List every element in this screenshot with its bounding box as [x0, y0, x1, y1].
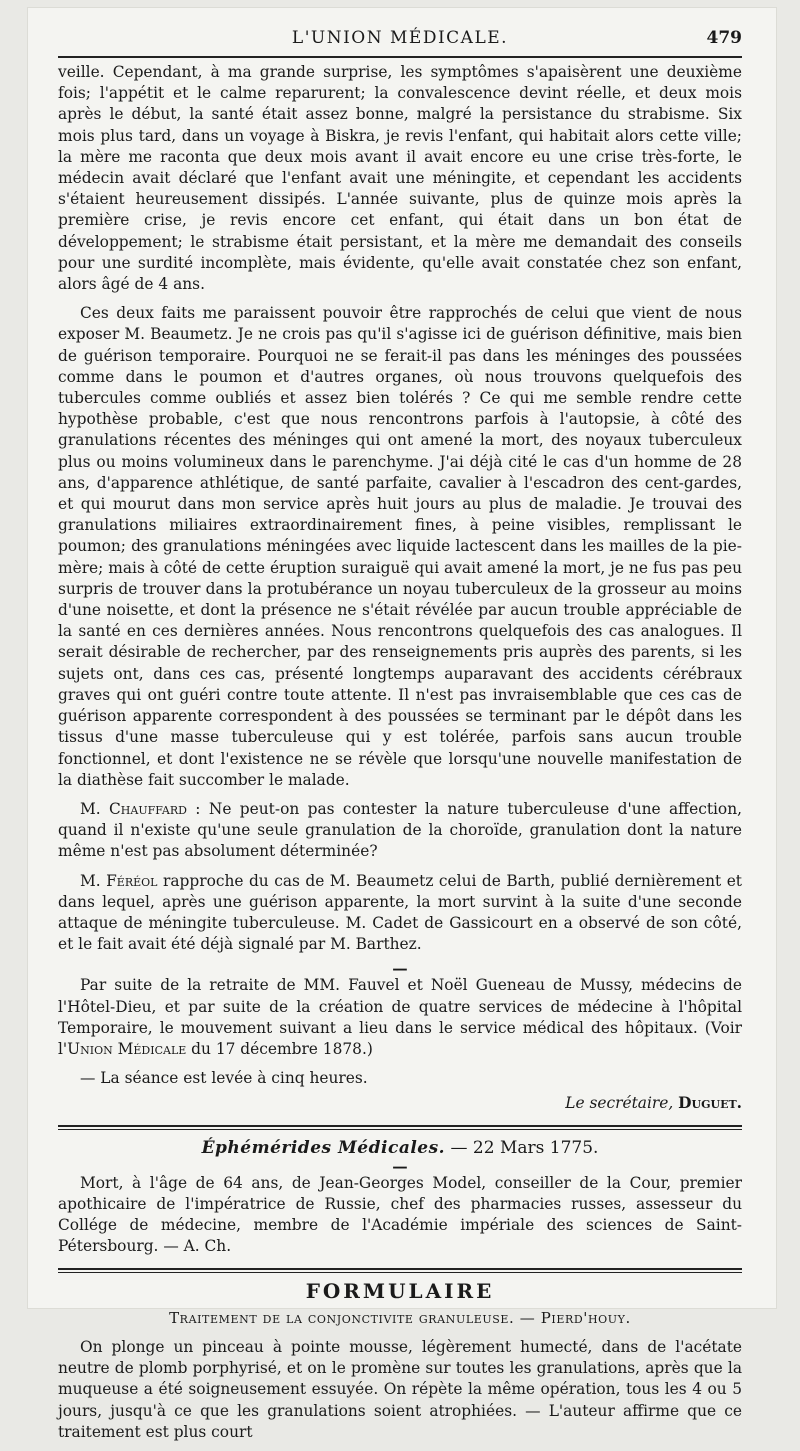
ephemerides-rule	[58, 1125, 742, 1130]
session-closing: — La séance est levée à cinq heures.	[80, 1069, 368, 1088]
ephemerides-date: — 22 Mars 1775.	[450, 1137, 599, 1158]
page-number: 479	[706, 28, 742, 48]
fereol-remark: rapproche du cas de M. Beaumetz celui de Barth, publié dernièrement et dans lequel, après une guérison apparente, la mort survint à la suite d'une seconde attaque de méningite tuberculeuse. M. Cadet de Gassicourt en a observé de son côté, et le fait avait été déjà signalé par M. Barthez.	[58, 871, 742, 954]
paragraph-hospital-changes	[58, 975, 742, 1060]
paragraph-chauffard	[58, 799, 742, 863]
paragraph-fereol	[58, 871, 742, 956]
hospital-changes-text: Par suite de la retraite de MM. Fauvel et Noël Gueneau de Mussy, médecins de l'Hôtel-Dieu, et par suite de la création de quatre services de médecine à l'hôpital Temporaire, le mouvement suivant a lieu dans le service médical des hôpitaux. (Voir l'	[58, 976, 742, 1058]
section-divider: —	[392, 960, 408, 979]
formulaire-title: FORMULAIRE	[305, 1278, 495, 1303]
hospital-changes-date: du 17 décembre 1878.)	[186, 1039, 373, 1058]
speaker-fereol: M. Féréol	[80, 871, 158, 890]
formulaire-text: On plonge un pinceau à pointe mousse, légèrement humecté, dans de l'acétate neutre de plomb porphyrisé, et on le promène sur toutes les granulations, après que la muqueuse a été soigneusement essuyée. On répète la même opération, tous les 4 ou 5 jours, jusqu'à ce que les granulations soient atrophiées. — L'auteur affirme que ce traitement est plus court	[58, 1337, 742, 1441]
ephemerides-text: Mort, à l'âge de 64 ans, de Jean-Georges Model, conseiller de la Cour, premier apothicaire de l'impératrice de Russie, chef des pharmacies russes, assesseur du Collége de médecine, membre de l'Académie impériale des sciences de Saint-Pétersbourg. — A. Ch.	[58, 1173, 742, 1256]
signature	[58, 1093, 742, 1114]
signature-role: Le secrétaire,	[565, 1094, 674, 1113]
signature-name: Duguet.	[678, 1094, 742, 1113]
page-content	[58, 28, 742, 1451]
chauffard-remark: Ne peut-on pas contester la nature tuberculeuse d'une affection, quand il n'existe qu'une seule granulation de la choroïde, granulation dont la nature même n'est pas absolument déterminée?	[58, 799, 743, 861]
ephemerides-divider: —	[392, 1157, 408, 1176]
header-rule	[58, 56, 742, 58]
journal-page	[28, 8, 776, 1441]
paragraph-discussion: Ces deux faits me paraissent pouvoir être rapprochés de celui que vient de nous exposer M. Beaumetz. Je ne crois pas qu'il s'agisse ici de guérison définitive, mais bien de guérison temporaire. Pourquoi ne se ferait-il pas dans les méninges des poussées comme dans le poumon et d'autres organes, où nous trouvons quelquefois des tubercules comme oubliés et assez bien tolérés ? Ce qui me semble rendre cette hypothèse probable, c'est que nous rencontrons parfois à l'autopsie, à côté des granulations récentes des méninges qui ont amené la mort, des noyaux tuberculeux plus ou moins volumineux dans le parenchyme. J'ai déjà cité le cas d'un homme de 28 ans, d'apparence athlétique, de santé parfaite, cavalier à l'escadron des cent-gardes, et qui mourut dans mon service après huit jours au plus de maladie. Je trouvai des granulations miliaires extraordinairement fines, à peine visibles, remplissant le poumon; des granulations méningées avec liquide lactescent dans les mailles de la pie-mère; mais à côté de cette éruption suraiguë qui avait amené la mort, je ne fus pas peu surpris de trouver dans la protubérance un noyau tuberculeux de la grosseur au moins d'une noisette, et dont la présence ne s'était révélée par aucun trouble appréciable de la santé en ces dernières années. Nous rencontrons quelquefois des cas analogues. Il serait désirable de rechercher, par des renseignements pris auprès des parents, si les sujets ont, dans ces cas, présenté longtemps auparavant des accidents cérébraux graves qui ont guéri contre toute attente. Il n'est pas invraisemblable que ces cas de guérison apparente correspondent à des poussées se terminant par le dépôt dans les tissus d'une masse tuberculeuse qui y est tolérée, parfois sans aucun trouble fonctionnel, et dont l'existence ne se révèle que lorsqu'une nouvelle manifestation de la diathèse fait succomber le malade.	[58, 304, 742, 789]
journal-title: L'UNION MÉDICALE.	[291, 28, 509, 48]
formulaire-subtitle: Traitement de la conjonctivite granuleuse. — Pierd'houy.	[169, 1308, 631, 1327]
running-header	[58, 28, 742, 54]
paragraph-case-continuation: veille. Cependant, à ma grande surprise, les symptômes s'apaisèrent une deuxième fois; l'appétit et le calme reparurent; la convalescence devint réelle, et deux mois après le début, la santé était assez bonne, malgré la persistance du strabisme. Six mois plus tard, dans un voyage à Biskra, je revis l'enfant, qui habitait alors cette ville; la mère me raconta que deux mois avant il avait encore eu une crise très-forte, le médecin avait déclaré que l'enfant avait une méningite, et cependant les accidents s'étaient heureusement dissipés. L'année suivante, plus de quinze mois après la première crise, je revis encore cet enfant, qui était dans un bon état de développement; le strabisme était persistant, et la mère me demandait des conseils pour une surdité incomplète, mais évidente, qu'elle avait constatée chez son enfant, alors âgé de 4 ans.	[58, 63, 742, 294]
ephemerides-title: Éphémérides Médicales.	[201, 1137, 446, 1158]
ephemerides-heading	[58, 1138, 742, 1159]
journal-reference: Union Médicale	[67, 1039, 187, 1058]
formulaire-rule	[58, 1268, 742, 1273]
speaker-chauffard: M. Chauffard :	[80, 799, 201, 818]
